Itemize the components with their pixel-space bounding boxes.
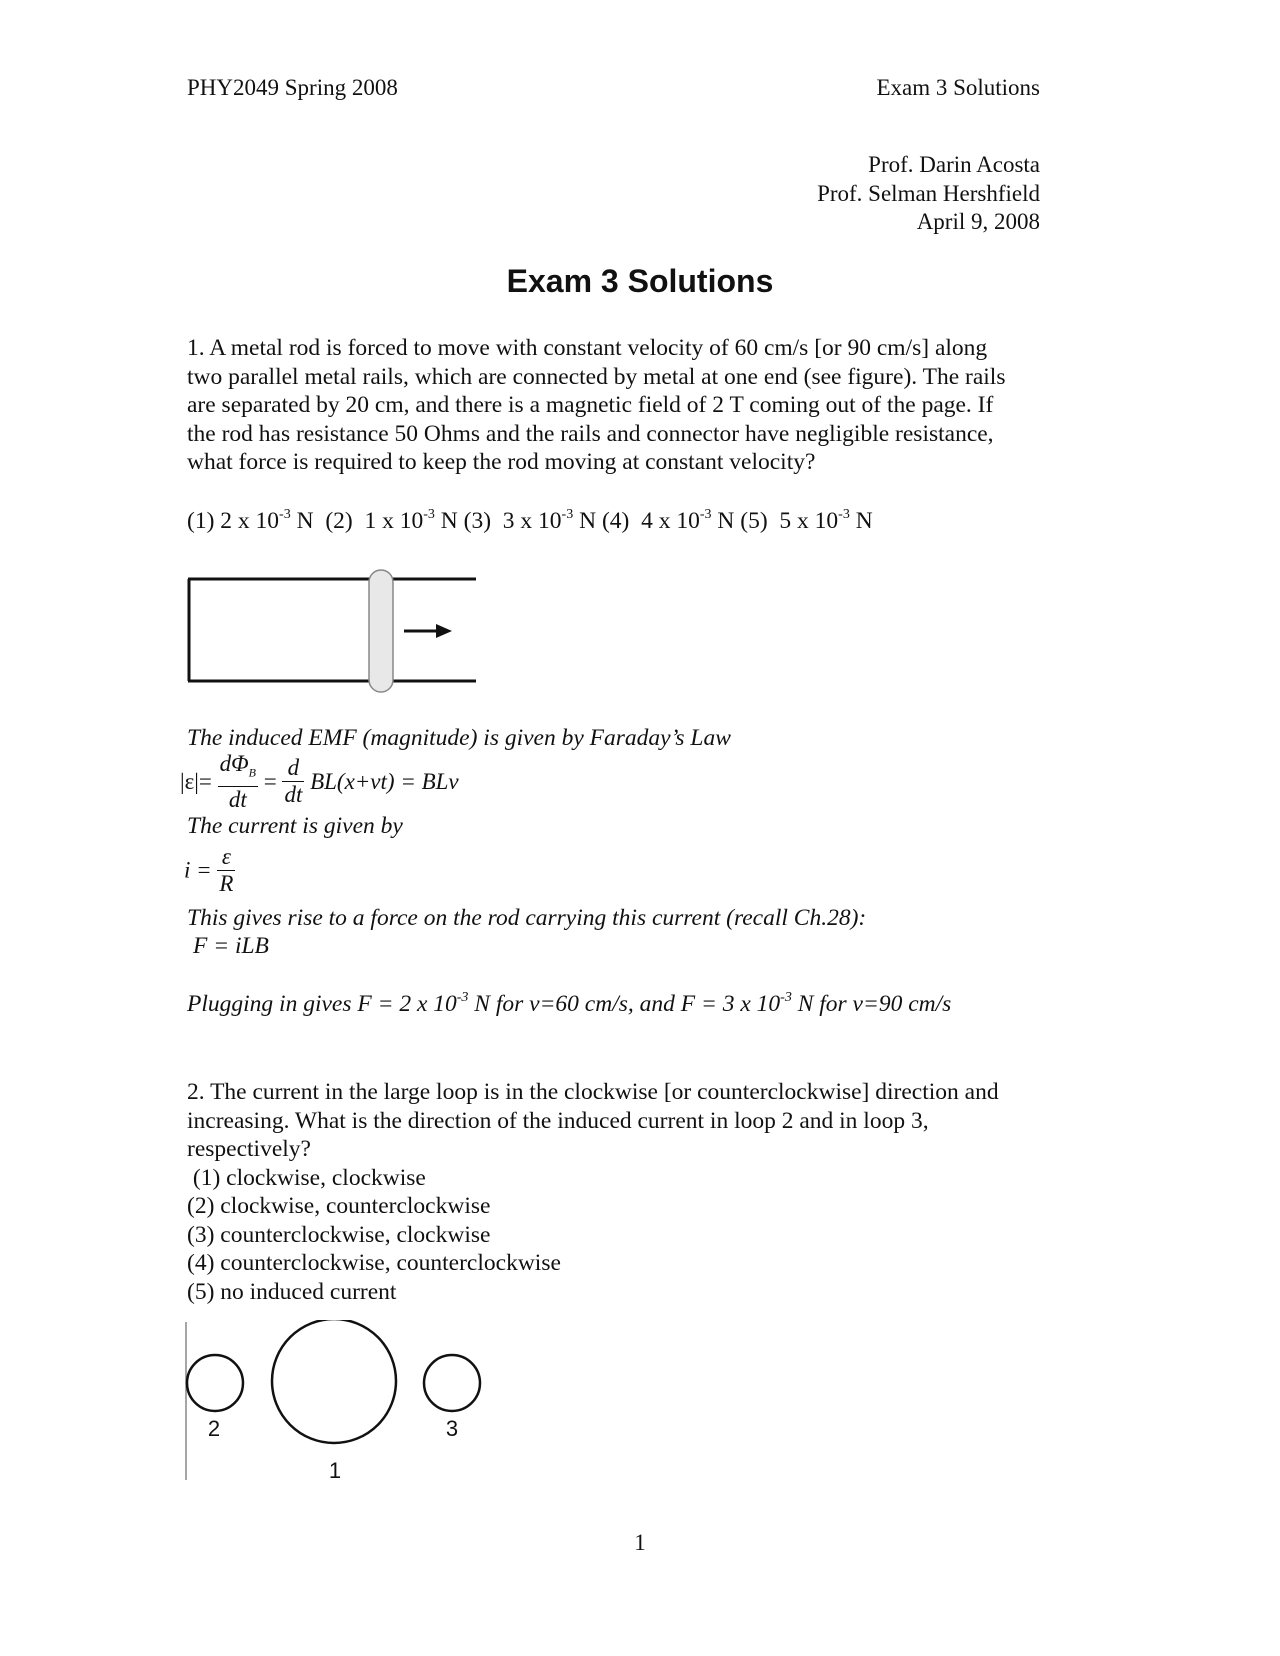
- choice-3: (3) 3 x $10^{-3}$ N: [457, 507, 597, 534]
- question-line: the rod has resistance 50 Ohms and the rails and connector have negligible resistance,: [187, 420, 994, 447]
- doc-title-header: Exam 3 Solutions: [876, 75, 1040, 100]
- question-line: 1. A metal rod is forced to move with constant velocity of 60 cm/s [or 90 cm/s] along: [187, 335, 988, 361]
- question-1-choices: [187, 506, 873, 540]
- current-intro: The current is given by: [187, 813, 403, 839]
- author-name: Prof. Darin Acosta: [868, 152, 1040, 177]
- loop-3-label: 3: [445, 1416, 459, 1441]
- force-intro: This gives rise to a force on the rod carrying this current (recall Ch.28):: [187, 905, 867, 931]
- choice-1: (1) clockwise, clockwise: [187, 1165, 426, 1191]
- choice-4: (4) 4 x $10^{-3}$ N: [596, 507, 735, 534]
- loops-figure: [180, 1320, 500, 1485]
- current-equation: i = $\frac{\varepsilon}{R}$: [184, 844, 234, 896]
- page-number: 1: [634, 1530, 646, 1555]
- rail-rod-figure: [180, 560, 480, 695]
- loop-1: [272, 1320, 396, 1443]
- question-line: 2. The current in the large loop is in the clockwise [or counterclockwise] direction and: [187, 1079, 999, 1105]
- choice-5: (5) no induced current: [187, 1278, 397, 1305]
- loop-2: [187, 1355, 243, 1411]
- loop-3: [424, 1355, 480, 1411]
- plugging-in-result: Plugging in gives F = 2 x $10^{-3}$ N for v=60 cm/s, and F = 3 x $10^{-3}$ N for v=90 cm/s: [187, 990, 952, 1017]
- course-header: PHY2049 Spring 2008: [187, 75, 398, 100]
- loop-1-label: 1: [328, 1458, 342, 1483]
- question-line: increasing. What is the direction of the induced current in loop 2 and in loop 3,: [187, 1107, 929, 1134]
- exam-date: April 9, 2008: [916, 209, 1040, 234]
- faraday-intro: The induced EMF (magnitude) is given by Faraday’s Law: [187, 725, 731, 751]
- choice-2: (2) 1 x $10^{-3}$ N: [313, 507, 458, 534]
- author-block: [817, 151, 1040, 237]
- question-line: what force is required to keep the rod moving at constant velocity?: [187, 449, 816, 476]
- question-line: respectively?: [187, 1136, 311, 1163]
- question-line: two parallel metal rails, which are connected by metal at one end (see figure). The rails: [187, 363, 1006, 390]
- choice-3: (3) counterclockwise, clockwise: [187, 1221, 491, 1248]
- choice-5: (5) 5 x $10^{-3}$ N: [734, 507, 873, 534]
- question-2-choices: [187, 1164, 1087, 1306]
- question-2-text: [187, 1078, 1087, 1164]
- force-equation: F = iLB: [193, 933, 269, 959]
- author-name: Prof. Selman Hershfield: [817, 180, 1040, 206]
- page-title: Exam 3 Solutions: [506, 263, 774, 299]
- loop-2-label: 2: [207, 1416, 221, 1441]
- velocity-arrow-head: [436, 624, 452, 638]
- question-line: are separated by 20 cm, and there is a magnetic field of 2 T coming out of the page. If: [187, 392, 994, 419]
- metal-rod: [369, 570, 393, 692]
- question-1-text: [187, 334, 1087, 477]
- emf-equation: |ε|= $\frac{d\Phi_B}{dt}$ = $\frac{d}{dt}$ BL(x+vt) = BLv: [180, 751, 459, 812]
- choice-4: (4) counterclockwise, counterclockwise: [187, 1250, 561, 1277]
- choice-1: (1) 2 x $10^{-3}$ N: [187, 507, 314, 534]
- choice-2: (2) clockwise, counterclockwise: [187, 1193, 491, 1220]
